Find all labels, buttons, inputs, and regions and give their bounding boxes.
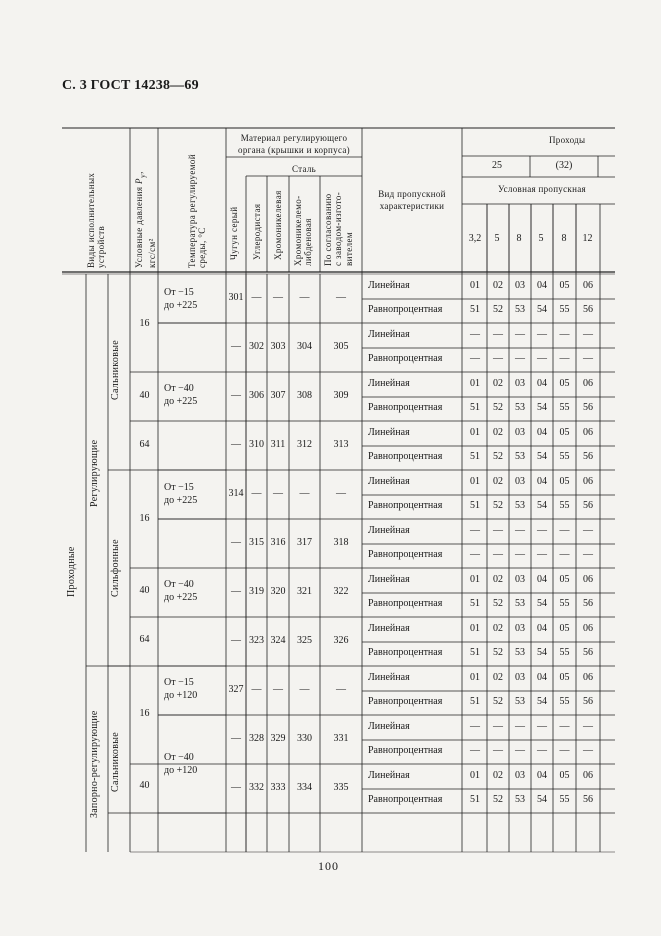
capacity-value-cell: 03 bbox=[515, 475, 525, 487]
capacity-value-cell: 51 bbox=[470, 500, 480, 511]
temperature-cell: От −40 до +225 bbox=[164, 383, 198, 407]
capacity-value-cell: — bbox=[537, 745, 547, 756]
capacity-value-cell: — bbox=[537, 720, 547, 732]
capacity-value-cell: 51 bbox=[470, 451, 480, 462]
capacity-value-cell: — bbox=[583, 328, 593, 340]
capacity-value-cell: 04 bbox=[537, 573, 547, 585]
characteristic-cell: Линейная bbox=[368, 769, 410, 781]
group-shutoff-regulating: Запорно-регулирующие bbox=[89, 710, 100, 818]
temperature-cell: От −40 до +120 bbox=[164, 752, 198, 776]
pressure-cell: 40 bbox=[139, 390, 150, 401]
material-code-cell: — bbox=[251, 683, 262, 695]
header-material: Материал регулирующего органа (крышки и корпуса) bbox=[238, 133, 350, 156]
characteristic-cell: Равнопроцентная bbox=[368, 304, 443, 315]
material-code-cell: 303 bbox=[270, 340, 286, 352]
capacity-value-cell: 56 bbox=[583, 794, 593, 805]
header-nominal-pressure: Условные давления $P_у$, кгс/см² bbox=[134, 171, 158, 268]
capacity-value-cell: 01 bbox=[470, 622, 480, 634]
characteristic-cell: Равнопроцентная bbox=[368, 402, 443, 413]
material-code-cell: — bbox=[231, 340, 241, 352]
pressure-cell: 40 bbox=[139, 780, 150, 791]
material-code-cell: — bbox=[299, 683, 310, 695]
material-code-cell: 333 bbox=[270, 781, 286, 793]
characteristic-cell: Линейная bbox=[368, 573, 410, 585]
material-code-cell: — bbox=[231, 389, 241, 401]
capacity-value-cell: 03 bbox=[515, 671, 525, 683]
material-code-cell: — bbox=[336, 683, 346, 695]
pressure-cell: 16 bbox=[139, 318, 150, 329]
capacity-value-cell: 06 bbox=[583, 769, 593, 781]
material-code-cell: 320 bbox=[270, 585, 286, 597]
material-code-cell: 315 bbox=[249, 536, 264, 548]
capacity-value-cell: 01 bbox=[470, 573, 480, 585]
material-code-cell: — bbox=[336, 291, 346, 303]
material-code-cell: — bbox=[299, 487, 310, 499]
material-code-cell: — bbox=[273, 291, 283, 303]
capacity-value-cell: — bbox=[493, 549, 503, 560]
header-passages: Проходы bbox=[549, 135, 586, 145]
characteristic-cell: Линейная bbox=[368, 622, 410, 634]
capacity-value-cell: 01 bbox=[470, 769, 480, 781]
group-gland: Сальниковые bbox=[110, 340, 121, 400]
capacity-value-cell: 02 bbox=[493, 769, 503, 781]
capacity-value-cell: — bbox=[515, 720, 525, 732]
capacity-value-cell: 06 bbox=[583, 377, 593, 389]
material-code-cell: 306 bbox=[249, 389, 264, 401]
capacity-value-cell: 51 bbox=[470, 598, 480, 609]
material-code-cell: — bbox=[231, 634, 241, 646]
capacity-value-cell: 02 bbox=[493, 622, 503, 634]
header-capacity-4: 5 bbox=[538, 233, 544, 244]
capacity-value-cell: 52 bbox=[493, 304, 503, 315]
characteristic-cell: Равнопроцентная bbox=[368, 647, 443, 658]
header-material-chromonickel: Хромоникелевая bbox=[273, 190, 283, 260]
temperature-cell: От −15 до +225 bbox=[164, 287, 198, 311]
capacity-value-cell: — bbox=[493, 353, 503, 364]
characteristic-cell: Равнопроцентная bbox=[368, 549, 443, 560]
capacity-value-cell: — bbox=[559, 524, 570, 536]
capacity-value-cell: 05 bbox=[559, 573, 570, 585]
material-code-cell: 317 bbox=[297, 536, 312, 548]
material-code-cell: 311 bbox=[270, 438, 286, 450]
capacity-value-cell: 52 bbox=[493, 647, 503, 658]
material-code-cell: 326 bbox=[333, 634, 349, 646]
group-regulating: Регулирующие bbox=[89, 439, 100, 507]
capacity-value-cell: 06 bbox=[583, 671, 593, 683]
material-code-cell: — bbox=[231, 732, 241, 744]
capacity-value-cell: — bbox=[537, 524, 547, 536]
material-code-cell: 331 bbox=[333, 732, 349, 744]
capacity-value-cell: — bbox=[470, 524, 480, 536]
capacity-value-cell: 03 bbox=[515, 769, 525, 781]
capacity-value-cell: — bbox=[583, 745, 593, 756]
capacity-value-cell: 51 bbox=[470, 696, 480, 707]
material-code-cell: 328 bbox=[249, 732, 264, 744]
temperature-cell: От −15 до +120 bbox=[164, 677, 198, 701]
capacity-value-cell: 53 bbox=[515, 647, 525, 658]
capacity-value-cell: 04 bbox=[537, 377, 547, 389]
header-capacity-2: 5 bbox=[494, 233, 500, 244]
header-characteristic: Вид пропускной характеристики bbox=[378, 189, 446, 211]
header-capacity-1: 3,2 bbox=[468, 233, 482, 244]
material-code-cell: 318 bbox=[333, 536, 349, 548]
capacity-value-cell: 53 bbox=[515, 304, 525, 315]
header-dn-32: (32) bbox=[555, 160, 573, 171]
capacity-value-cell: 04 bbox=[537, 622, 547, 634]
capacity-value-cell: 06 bbox=[583, 475, 593, 487]
capacity-value-cell: 03 bbox=[515, 377, 525, 389]
capacity-value-cell: 02 bbox=[493, 475, 503, 487]
header-capacity-6: 12 bbox=[582, 233, 593, 244]
capacity-value-cell: — bbox=[515, 353, 525, 364]
capacity-value-cell: 04 bbox=[537, 279, 547, 291]
temperature-cell: От −40 до +225 bbox=[164, 579, 198, 603]
capacity-value-cell: — bbox=[583, 353, 593, 364]
capacity-value-cell: 53 bbox=[515, 451, 525, 462]
characteristic-cell: Равнопроцентная bbox=[368, 794, 443, 805]
capacity-value-cell: 51 bbox=[470, 794, 480, 805]
capacity-value-cell: 54 bbox=[537, 794, 547, 805]
capacity-value-cell: 02 bbox=[493, 671, 503, 683]
material-code-cell: — bbox=[273, 683, 283, 695]
characteristic-cell: Линейная bbox=[368, 475, 410, 487]
temperature-cell: От −15 до +225 bbox=[164, 482, 198, 506]
pressure-cell: 16 bbox=[139, 708, 150, 719]
header-material-carbon: Углеродистая bbox=[252, 203, 262, 260]
capacity-value-cell: — bbox=[559, 353, 570, 364]
capacity-value-cell: — bbox=[559, 549, 570, 560]
characteristic-cell: Линейная bbox=[368, 279, 410, 291]
capacity-value-cell: — bbox=[493, 328, 503, 340]
material-code-cell: 332 bbox=[249, 781, 264, 793]
material-code-cell: 304 bbox=[297, 340, 312, 352]
capacity-value-cell: — bbox=[515, 328, 525, 340]
capacity-value-cell: 54 bbox=[537, 402, 547, 413]
capacity-value-cell: 55 bbox=[559, 402, 570, 413]
capacity-value-cell: 53 bbox=[515, 696, 525, 707]
material-code-cell: — bbox=[336, 487, 346, 499]
capacity-value-cell: — bbox=[515, 549, 525, 560]
material-code-cell: 316 bbox=[270, 536, 286, 548]
characteristic-cell: Равнопроцентная bbox=[368, 598, 443, 609]
capacity-value-cell: 05 bbox=[559, 377, 570, 389]
capacity-value-cell: — bbox=[493, 720, 503, 732]
capacity-value-cell: 03 bbox=[515, 573, 525, 585]
capacity-value-cell: — bbox=[583, 720, 593, 732]
material-code-cell: 327 bbox=[228, 683, 244, 695]
material-code-cell: 302 bbox=[249, 340, 264, 352]
header-executive-devices: Виды исполнительных устройств bbox=[86, 172, 107, 268]
capacity-value-cell: 05 bbox=[559, 622, 570, 634]
capacity-value-cell: 53 bbox=[515, 598, 525, 609]
characteristic-cell: Линейная bbox=[368, 426, 410, 438]
characteristic-cell: Линейная bbox=[368, 671, 410, 683]
capacity-value-cell: 01 bbox=[470, 475, 480, 487]
header-medium-temperature: Температура регулируемой среды, °С bbox=[187, 154, 208, 268]
material-code-cell: 307 bbox=[270, 389, 286, 401]
material-code-cell: 323 bbox=[249, 634, 264, 646]
capacity-value-cell: 54 bbox=[537, 598, 547, 609]
material-code-cell: 319 bbox=[249, 585, 264, 597]
capacity-value-cell: 04 bbox=[537, 671, 547, 683]
capacity-value-cell: 56 bbox=[583, 647, 593, 658]
group-through: Проходные bbox=[66, 546, 77, 597]
capacity-value-cell: 55 bbox=[559, 598, 570, 609]
capacity-value-cell: 53 bbox=[515, 794, 525, 805]
capacity-value-cell: 52 bbox=[493, 500, 503, 511]
capacity-value-cell: 56 bbox=[583, 451, 593, 462]
capacity-value-cell: 56 bbox=[583, 696, 593, 707]
capacity-value-cell: 05 bbox=[559, 769, 570, 781]
capacity-value-cell: — bbox=[559, 720, 570, 732]
header-material-cast-iron: Чугун серый bbox=[229, 206, 239, 260]
characteristic-cell: Линейная bbox=[368, 720, 410, 732]
capacity-value-cell: — bbox=[583, 524, 593, 536]
capacity-value-cell: — bbox=[537, 328, 547, 340]
pressure-cell: 64 bbox=[139, 439, 150, 450]
capacity-value-cell: 03 bbox=[515, 426, 525, 438]
capacity-value-cell: 51 bbox=[470, 304, 480, 315]
capacity-value-cell: 56 bbox=[583, 304, 593, 315]
capacity-value-cell: 01 bbox=[470, 426, 480, 438]
capacity-value-cell: 56 bbox=[583, 598, 593, 609]
material-code-cell: 314 bbox=[228, 487, 244, 499]
material-code-cell: 334 bbox=[297, 781, 312, 793]
capacity-value-cell: 01 bbox=[470, 377, 480, 389]
header-dn-25: 25 bbox=[492, 160, 502, 171]
capacity-value-cell: 52 bbox=[493, 451, 503, 462]
capacity-value-cell: 05 bbox=[559, 475, 570, 487]
material-code-cell: 308 bbox=[297, 389, 312, 401]
capacity-value-cell: 02 bbox=[493, 573, 503, 585]
capacity-value-cell: — bbox=[470, 745, 480, 756]
capacity-value-cell: — bbox=[515, 524, 525, 536]
capacity-value-cell: 01 bbox=[470, 279, 480, 291]
capacity-value-cell: 52 bbox=[493, 794, 503, 805]
capacity-value-cell: 06 bbox=[583, 279, 593, 291]
capacity-value-cell: — bbox=[559, 328, 570, 340]
capacity-value-cell: — bbox=[493, 745, 503, 756]
capacity-value-cell: 51 bbox=[470, 647, 480, 658]
header-material-chromonickel-moly: Хромоникелемо- либденовая bbox=[293, 195, 314, 266]
capacity-value-cell: 53 bbox=[515, 402, 525, 413]
material-code-cell: — bbox=[231, 585, 241, 597]
capacity-value-cell: 54 bbox=[537, 500, 547, 511]
material-code-cell: 324 bbox=[270, 634, 286, 646]
capacity-value-cell: 54 bbox=[537, 647, 547, 658]
characteristic-cell: Линейная bbox=[368, 524, 410, 536]
pressure-cell: 16 bbox=[139, 513, 150, 524]
header-material-by-agreement: По согласованию с заводом-изгото- вителем bbox=[323, 191, 354, 266]
header-capacity-5: 8 bbox=[561, 233, 567, 244]
material-code-cell: — bbox=[273, 487, 283, 499]
characteristic-cell: Равнопроцентная bbox=[368, 353, 443, 364]
capacity-value-cell: 52 bbox=[493, 598, 503, 609]
header-conditional-capacity: Условная пропускная bbox=[498, 184, 586, 194]
page-number: 100 bbox=[318, 859, 339, 873]
capacity-value-cell: 56 bbox=[583, 402, 593, 413]
capacity-value-cell: 54 bbox=[537, 696, 547, 707]
header-steel: Сталь bbox=[291, 164, 317, 174]
capacity-value-cell: 55 bbox=[559, 696, 570, 707]
capacity-value-cell: 55 bbox=[559, 304, 570, 315]
group-bellows: Сильфонные bbox=[110, 539, 121, 597]
capacity-value-cell: 55 bbox=[559, 451, 570, 462]
characteristic-cell: Равнопроцентная bbox=[368, 696, 443, 707]
capacity-value-cell: 56 bbox=[583, 500, 593, 511]
capacity-value-cell: — bbox=[537, 549, 547, 560]
material-code-cell: — bbox=[231, 781, 241, 793]
capacity-value-cell: 04 bbox=[537, 769, 547, 781]
material-code-cell: — bbox=[231, 536, 241, 548]
material-code-cell: — bbox=[251, 487, 262, 499]
capacity-value-cell: — bbox=[537, 353, 547, 364]
capacity-value-cell: 55 bbox=[559, 500, 570, 511]
material-code-cell: — bbox=[231, 438, 241, 450]
pressure-cell: 64 bbox=[139, 634, 150, 645]
capacity-value-cell: — bbox=[515, 745, 525, 756]
capacity-value-cell: 06 bbox=[583, 622, 593, 634]
capacity-value-cell: 54 bbox=[537, 451, 547, 462]
capacity-value-cell: 06 bbox=[583, 573, 593, 585]
capacity-value-cell: 04 bbox=[537, 426, 547, 438]
material-code-cell: 313 bbox=[333, 438, 349, 450]
characteristic-cell: Линейная bbox=[368, 377, 410, 389]
capacity-value-cell: 02 bbox=[493, 279, 503, 291]
capacity-value-cell: — bbox=[470, 328, 480, 340]
capacity-value-cell: 06 bbox=[583, 426, 593, 438]
material-code-cell: — bbox=[251, 291, 262, 303]
capacity-value-cell: — bbox=[470, 353, 480, 364]
capacity-value-cell: 51 bbox=[470, 402, 480, 413]
capacity-value-cell: — bbox=[559, 745, 570, 756]
pressure-cell: 40 bbox=[139, 585, 150, 596]
material-code-cell: 309 bbox=[333, 389, 349, 401]
capacity-value-cell: 53 bbox=[515, 500, 525, 511]
capacity-value-cell: 52 bbox=[493, 402, 503, 413]
material-code-cell: 305 bbox=[333, 340, 349, 352]
characteristic-cell: Равнопроцентная bbox=[368, 451, 443, 462]
material-code-cell: 301 bbox=[228, 291, 244, 303]
characteristic-cell: Равнопроцентная bbox=[368, 745, 443, 756]
capacity-value-cell: 55 bbox=[559, 794, 570, 805]
capacity-value-cell: 54 bbox=[537, 304, 547, 315]
capacity-value-cell: — bbox=[470, 549, 480, 560]
group-gland-2: Сальниковые bbox=[110, 732, 121, 792]
material-code-cell: 321 bbox=[297, 585, 312, 597]
capacity-value-cell: — bbox=[493, 524, 503, 536]
capacity-value-cell: 55 bbox=[559, 647, 570, 658]
header-capacity-3: 8 bbox=[516, 233, 522, 244]
capacity-value-cell: — bbox=[470, 720, 480, 732]
material-code-cell: 322 bbox=[333, 585, 349, 597]
capacity-value-cell: 02 bbox=[493, 377, 503, 389]
material-code-cell: 335 bbox=[333, 781, 349, 793]
capacity-value-cell: 05 bbox=[559, 279, 570, 291]
capacity-value-cell: 04 bbox=[537, 475, 547, 487]
capacity-value-cell: 01 bbox=[470, 671, 480, 683]
material-code-cell: 312 bbox=[297, 438, 312, 450]
capacity-value-cell: 05 bbox=[559, 671, 570, 683]
capacity-value-cell: 03 bbox=[515, 279, 525, 291]
capacity-value-cell: 03 bbox=[515, 622, 525, 634]
capacity-value-cell: — bbox=[583, 549, 593, 560]
characteristic-cell: Линейная bbox=[368, 328, 410, 340]
material-code-cell: — bbox=[299, 291, 310, 303]
capacity-value-cell: 02 bbox=[493, 426, 503, 438]
material-code-cell: 325 bbox=[297, 634, 312, 646]
capacity-value-cell: 05 bbox=[559, 426, 570, 438]
material-code-cell: 310 bbox=[249, 438, 264, 450]
material-code-cell: 329 bbox=[270, 732, 286, 744]
characteristic-cell: Равнопроцентная bbox=[368, 500, 443, 511]
capacity-value-cell: 52 bbox=[493, 696, 503, 707]
material-code-cell: 330 bbox=[297, 732, 312, 744]
page-header: С. 3 ГОСТ 14238—69 bbox=[62, 78, 199, 93]
